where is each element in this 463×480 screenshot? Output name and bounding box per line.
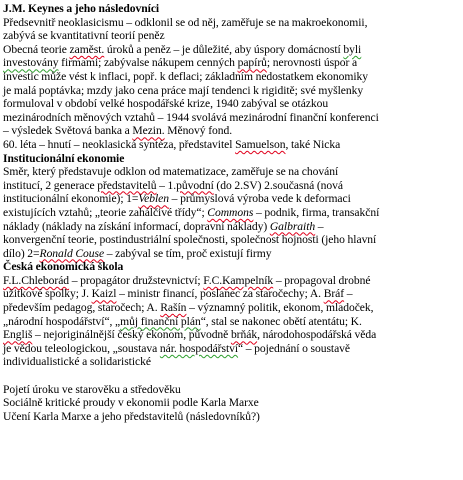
blank-line	[3, 369, 459, 383]
text-line	[3, 220, 459, 234]
text-line	[3, 138, 459, 152]
text-line	[3, 43, 459, 57]
grammar-marked-phrase[interactable]: byli	[343, 42, 362, 56]
text-line	[3, 165, 459, 179]
text-run: Obecná teorie	[3, 42, 70, 56]
text-line	[3, 233, 459, 247]
spelling-marked-word[interactable]: brňák	[230, 328, 258, 342]
text-run: především pedagog, staročech; A.	[3, 301, 161, 315]
spelling-marked-word[interactable]: F.C.Kampelník	[203, 273, 274, 287]
topic-line: Pojetí úroku ve starověku a středověku	[3, 382, 181, 396]
text-line	[3, 124, 459, 138]
text-line	[3, 287, 459, 301]
spelling-marked-word[interactable]: F.L.Chleborád	[3, 273, 70, 287]
text-line	[3, 111, 459, 125]
text-run: investic může vést k inflaci, popř. k deflaci; základním nedostatkem ekonomiky	[3, 69, 368, 83]
text-run: – výsledek Světová banka a	[3, 124, 133, 138]
text-run: ; nerovnosti úspor a	[266, 56, 358, 70]
text-line	[3, 97, 459, 111]
text-line	[3, 56, 459, 70]
text-run: náklady (náklady na získání informací, dopravní náklady)	[3, 219, 270, 233]
text-line	[3, 84, 459, 98]
document-section	[3, 2, 459, 152]
text-run: Měnový fond.	[164, 124, 233, 138]
text-line	[3, 29, 459, 43]
spelling-marked-word[interactable]: Engliš	[3, 328, 33, 342]
text-run: existujících vztahů; „teorie zahálčivé třídy“;	[3, 205, 208, 219]
text-run: – průmyslová výroba vede k deformaci	[169, 192, 351, 206]
text-line	[3, 274, 459, 288]
spelling-marked-word[interactable]: Commons	[207, 205, 254, 219]
text-run: zabývá se kvantitativní teorií peněz	[3, 29, 165, 43]
document-section	[3, 152, 459, 261]
text-run: , národohospodářská věda	[257, 328, 377, 342]
section-heading: Česká ekonomická škola	[3, 260, 124, 274]
text-run: firmami; zabývalse nákupem cenných	[58, 56, 238, 70]
closing-topics	[3, 383, 459, 424]
document-section	[3, 260, 459, 369]
text-line	[3, 70, 459, 84]
text-run: institucionální ekonomie); 1=	[3, 192, 139, 206]
spelling-marked-word[interactable]: Galbraith	[269, 219, 316, 233]
text-run: formuloval v období velké hospodářské krize, 1940 zabýval se otázkou	[3, 97, 329, 111]
document-sections	[3, 2, 459, 369]
spelling-marked-word[interactable]: představitelů	[97, 178, 157, 192]
text-run: – propagoval drobné	[273, 273, 371, 287]
text-run: –	[315, 219, 324, 233]
text-run: Směr, který představuje odklon od matematizace, zaměřuje se na chování	[3, 165, 339, 179]
text-run: (do 2.SV) 2.současná (nová	[213, 178, 343, 192]
text-run: úroků a peněz – je důležité, aby úspory domácností	[104, 42, 344, 56]
document-body	[3, 2, 459, 423]
spelling-marked-word[interactable]: původní	[176, 178, 214, 192]
text-run: „národní hospodářství“, „	[3, 314, 121, 328]
text-line	[3, 16, 459, 30]
text-line	[3, 355, 459, 369]
topic-line: Sociálně kritické proudy v ekonomii podle Karla Marxe	[3, 396, 259, 410]
text-run: “, stal se nakonec obětí atentátu; K.	[200, 314, 362, 328]
grammar-marked-phrase[interactable]: můj finanční plán	[120, 314, 201, 328]
text-run: – zabýval se tím, proč existují firmy	[104, 246, 272, 260]
text-run: mezinárodních měnových vztahů – 1944 svolává mezinárodní finanční konferenci	[3, 110, 379, 124]
text-run: – ministr financí, poslanec za staročechy; A.	[116, 287, 324, 301]
text-line	[3, 206, 459, 220]
text-line	[3, 342, 459, 356]
text-run: je vědou teleologickou, „soustava	[3, 341, 160, 355]
text-run: – podnik, firma, transakční	[253, 205, 380, 219]
spelling-marked-word[interactable]: Mezin.	[132, 124, 165, 138]
text-run: –	[344, 287, 353, 301]
text-run: – významný politik, ekonom, mladoček,	[186, 301, 374, 315]
text-run: konvergenční teorie, postindustriální společnosti, společnost hojnosti (jeho hlavní	[3, 233, 377, 247]
text-run: , také Nicka	[285, 137, 341, 151]
spelling-marked-word[interactable]: Veblen	[138, 192, 170, 206]
section-heading: Institucionální ekonomie	[3, 151, 125, 165]
section-heading: J.M. Keynes a jeho následovníci	[3, 2, 160, 15]
text-run: “ – pojednání o soustavě	[238, 341, 351, 355]
text-line	[3, 179, 459, 193]
text-line	[3, 247, 459, 261]
text-run: – propagátor družstevnictví;	[69, 273, 204, 287]
text-line	[3, 315, 459, 329]
text-run: užitkové spolky; J.	[3, 287, 92, 301]
spelling-marked-word[interactable]: papírů	[237, 56, 267, 70]
spelling-marked-word[interactable]: Kaizl	[91, 287, 117, 301]
text-line	[3, 301, 459, 315]
text-run: 60. léta – hnutí – neoklasická syntéza, představitel	[3, 137, 236, 151]
spelling-marked-word[interactable]: Ronald Couse	[39, 246, 105, 260]
text-run: dílo) 2=	[3, 246, 40, 260]
spelling-marked-word[interactable]: zaměst.	[69, 42, 105, 56]
spelling-marked-word[interactable]: Samuelson	[235, 137, 286, 151]
topic-line: Učení Karla Marxe a jeho představitelů (následovníků?)	[3, 409, 260, 423]
text-line	[3, 328, 459, 342]
text-run: – 1.	[156, 178, 177, 192]
text-run: – nejoriginálnější český ekonom, původně	[32, 328, 231, 342]
text-run: individualistické a solidaristické	[3, 355, 151, 369]
text-run: je malá poptávka; mzdy jako cena práce mají tendenci k rigiditě; své myšlenky	[3, 83, 364, 97]
grammar-marked-phrase[interactable]: investovány	[3, 56, 59, 70]
grammar-marked-phrase[interactable]: nár. hospodářství	[159, 341, 239, 355]
text-run: institucí, 2 generace	[3, 178, 98, 192]
text-line	[3, 192, 459, 206]
spelling-marked-word[interactable]: Bráf	[323, 287, 345, 301]
text-run: Předsevnitř neoklasicismu – odklonil se od něj, zaměřuje se na makroekonomii,	[3, 15, 368, 29]
spelling-marked-word[interactable]: Rašín	[160, 301, 187, 315]
